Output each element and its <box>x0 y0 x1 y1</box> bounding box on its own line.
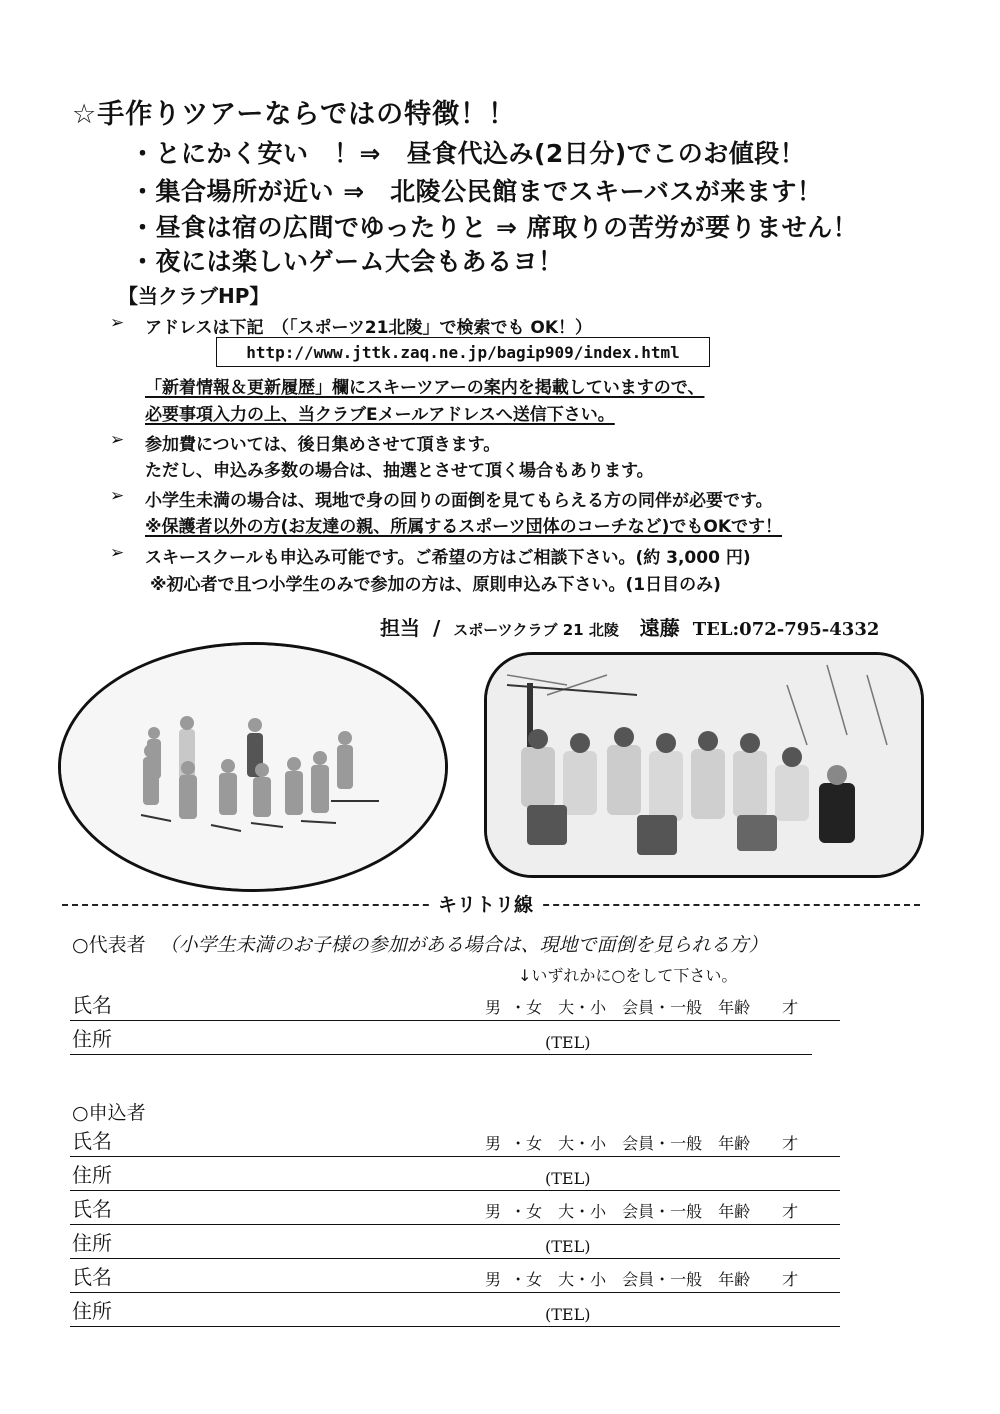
address-label: 住所 <box>72 1231 112 1255</box>
representative-label: ○代表者 <box>72 934 146 956</box>
page-title: ☆手作りツアーならではの特徴！！ <box>72 99 517 130</box>
contact-label: 担当 <box>380 616 420 640</box>
tel-label: (TEL) <box>545 1305 591 1324</box>
applicant-name-row[interactable] <box>70 1196 840 1225</box>
representative-note: （小学生未満のお子様の参加がある場合は、現地で面倒を見られる方） <box>159 934 768 956</box>
applicant-name-row[interactable] <box>70 1264 840 1293</box>
feature-item: ・集合場所が近い ⇒ 北陵公民館までスキーバスが来ます！ <box>130 177 823 206</box>
selection-options[interactable]: 男 ・女 大・小 会員・一般 年齢 才 <box>485 1202 799 1221</box>
ski-group-photo-1 <box>58 642 448 892</box>
note-ski-school: スキースクールも申込み可能です。ご希望の方はご相談下さい。(約 3,000 円) <box>145 548 751 568</box>
arrow-bullet-icon: ➢ <box>110 313 125 333</box>
note-news-line: 「新着情報＆更新履歴」欄にスキーツアーの案内を掲載していますので、 <box>145 378 705 398</box>
note-preschool: 小学生未満の場合は、現地で身の回りの面倒を見てもらえる方の同伴が必要です。 <box>145 491 773 511</box>
circle-instruction: ↓いずれかに○をして下さい。 <box>518 966 738 985</box>
cut-line-label: キリトリ線 <box>430 890 541 917</box>
applicant-name-row[interactable] <box>70 1128 840 1157</box>
tel-label: (TEL) <box>545 1033 591 1052</box>
address-label: 住所 <box>72 1163 112 1187</box>
name-label: 氏名 <box>72 993 112 1017</box>
note-address: アドレスは下記 （「スポーツ21北陵」で検索でも OK！） <box>145 318 593 338</box>
feature-item: ・夜には楽しいゲーム大会もあるヨ！ <box>130 247 564 276</box>
feature-item: ・とにかく安い ！⇒ 昼食代込み(2日分)でこのお値段！ <box>130 139 806 168</box>
selection-options[interactable]: 男 ・女 大・小 会員・一般 年齢 才 <box>485 1270 799 1289</box>
applicant-address-row[interactable] <box>70 1162 840 1191</box>
contact-tel: TEL:072-795-4332 <box>692 619 880 640</box>
rep-address-row[interactable] <box>70 1026 812 1055</box>
hp-heading: 【当クラブHP】 <box>118 284 270 308</box>
selection-options[interactable]: 男 ・女 大・小 会員・一般 年齢 才 <box>485 998 799 1017</box>
contact-org: スポーツクラブ 21 北陵 <box>453 621 619 639</box>
selection-options[interactable]: 男 ・女 大・小 会員・一般 年齢 才 <box>485 1134 799 1153</box>
tel-label: (TEL) <box>545 1169 591 1188</box>
note-fee: 参加費については、後日集めさせて頂きます。 <box>145 435 501 455</box>
homepage-url-link[interactable]: http://www.jttk.zaq.ne.jp/bagip909/index.html <box>216 337 710 367</box>
applicant-address-row[interactable] <box>70 1298 840 1327</box>
note-email-line: 必要事項入力の上、当クラブEメールアドレスへ送信下さい。 <box>145 405 615 425</box>
feature-item: ・昼食は宿の広間でゆったりと ⇒ 席取りの苦労が要りません！ <box>130 213 859 242</box>
name-label: 氏名 <box>72 1197 112 1221</box>
contact-name: 遠藤 <box>639 616 680 640</box>
arrow-bullet-icon: ➢ <box>110 430 125 450</box>
contact-line <box>380 612 879 641</box>
contact-slash: / <box>432 616 441 640</box>
name-label: 氏名 <box>72 1265 112 1289</box>
tel-label: (TEL) <box>545 1237 591 1256</box>
arrow-bullet-icon: ➢ <box>110 486 125 506</box>
rep-name-row[interactable] <box>70 992 840 1021</box>
note-guardian: ※保護者以外の方(お友達の親、所属するスポーツ団体のコーチなど)でもOKです！ <box>145 517 783 537</box>
note-beginner: ※初心者で且つ小学生のみで参加の方は、原則申込み下さい。(1日目のみ) <box>150 575 721 595</box>
ski-group-photo-2 <box>484 652 924 878</box>
applicant-address-row[interactable] <box>70 1230 840 1259</box>
address-label: 住所 <box>72 1027 112 1051</box>
arrow-bullet-icon: ➢ <box>110 543 125 563</box>
name-label: 氏名 <box>72 1129 112 1153</box>
address-label: 住所 <box>72 1299 112 1323</box>
note-lottery: ただし、申込み多数の場合は、抽選とさせて頂く場合もあります。 <box>145 461 654 481</box>
representative-heading <box>72 930 768 957</box>
applicant-heading: ○申込者 <box>72 1102 146 1124</box>
